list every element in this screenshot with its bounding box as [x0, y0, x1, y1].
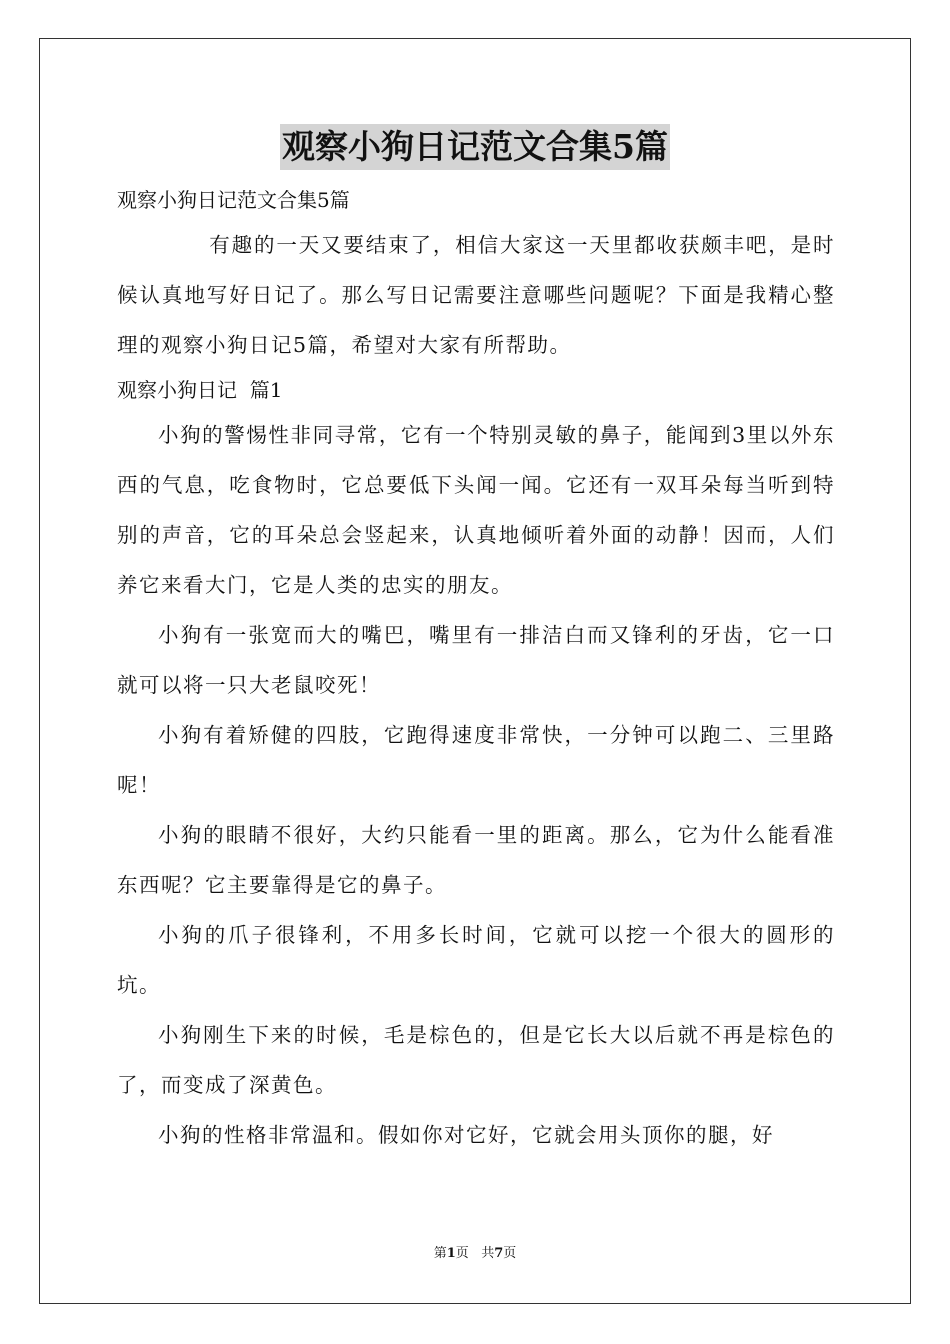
document-subtitle: 观察小狗日记范文合集5篇 [117, 188, 350, 212]
intro-paragraph: 有趣的一天又要结束了，相信大家这一天里都收获颇丰吧，是时候认真地写好日记了。那么写日记需要注意哪些问题呢？下面是我精心整理的观察小狗日记5篇，希望对大家有所帮助。 [117, 233, 835, 357]
page-footer [0, 1244, 950, 1264]
body-paragraph: 小狗刚生下来的时候，毛是棕色的，但是它长大以后就不再是棕色的了，而变成了深黄色。 [117, 1023, 835, 1097]
body-paragraph: 小狗的眼睛不很好，大约只能看一里的距离。那么，它为什么能看准东西呢？它主要靠得是它的鼻子。 [117, 823, 835, 897]
page-prefix: 第 [433, 1246, 447, 1261]
body-paragraph: 小狗的性格非常温和。假如你对它好，它就会用头顶你的腿，好 [158, 1123, 774, 1147]
page-suffix: 页 [455, 1246, 469, 1261]
total-suffix: 页 [503, 1246, 517, 1261]
section-heading: 观察小狗日记 篇1 [117, 378, 283, 402]
total-pages: 7 [494, 1246, 504, 1261]
total-prefix: 共 [481, 1246, 495, 1261]
document-body [117, 180, 835, 1160]
title-container [0, 124, 950, 170]
body-paragraph: 小狗的警惕性非同寻常，它有一个特别灵敏的鼻子，能闻到3里以外东西的气息，吃食物时，它总要低下头闻一闻。它还有一双耳朵每当听到特别的声音，它的耳朵总会竖起来，认真地倾听着外面的动静！因而，人们养它来看大门，它是人类的忠实的朋友。 [117, 423, 835, 597]
document-title: 观察小狗日记范文合集5篇 [280, 124, 670, 170]
body-paragraph: 小狗的爪子很锋利，不用多长时间，它就可以挖一个很大的圆形的坑。 [117, 923, 835, 997]
body-paragraph: 小狗有一张宽而大的嘴巴，嘴里有一排洁白而又锋利的牙齿，它一口就可以将一只大老鼠咬死！ [117, 623, 835, 697]
page-number: 1 [446, 1246, 456, 1261]
body-paragraph: 小狗有着矫健的四肢，它跑得速度非常快，一分钟可以跑二、三里路呢！ [117, 723, 835, 797]
